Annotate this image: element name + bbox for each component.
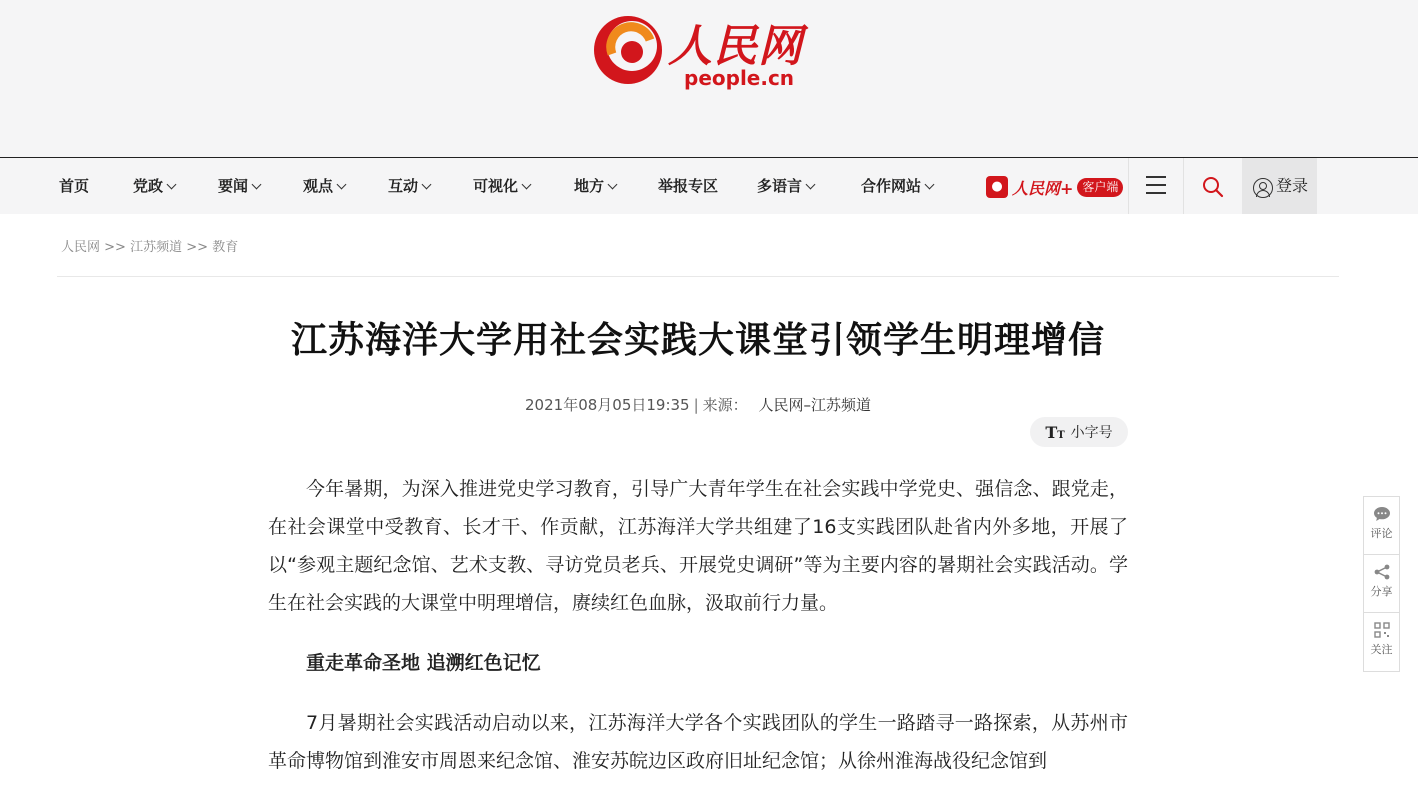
app-logo-icon: ● bbox=[986, 176, 1008, 198]
breadcrumb-link-channel[interactable]: 江苏频道 bbox=[130, 240, 183, 255]
nav-item-report[interactable]: 举报专区 bbox=[658, 177, 719, 195]
chevron-down-icon bbox=[608, 180, 618, 190]
chevron-down-icon bbox=[252, 180, 262, 190]
people-logo[interactable] bbox=[592, 10, 812, 96]
comment-icon bbox=[1373, 506, 1391, 522]
font-size-label: 小字号 bbox=[1070, 425, 1113, 441]
breadcrumb-separator: >> bbox=[186, 240, 209, 255]
nav-item-home[interactable]: 首页 bbox=[59, 177, 90, 195]
source-link[interactable]: 人民网–江苏频道 bbox=[758, 396, 871, 414]
nav-divider bbox=[1183, 158, 1184, 214]
side-toolbar bbox=[1363, 496, 1400, 672]
nav-item-party[interactable]: 党政 bbox=[133, 158, 175, 214]
font-size-toggle-button[interactable] bbox=[1030, 417, 1128, 447]
nav-divider bbox=[1128, 158, 1129, 214]
chevron-down-icon bbox=[422, 180, 432, 190]
chevron-down-icon bbox=[925, 180, 935, 190]
app-tag: 客户端 bbox=[1077, 178, 1123, 197]
font-size-icon: TT bbox=[1045, 422, 1065, 442]
divider bbox=[57, 276, 1339, 277]
article-paragraph: 7月暑期社会实践活动启动以来，江苏海洋大学各个实践团队的学生一路踏寻一路探索，从苏州市革命博物馆到淮安市周恩来纪念馆、淮安苏皖边区政府旧址纪念馆；从徐州淮海战役纪念馆到 bbox=[268, 712, 1128, 772]
chevron-down-icon bbox=[522, 180, 532, 190]
article-body bbox=[268, 470, 1128, 780]
app-download-badge[interactable] bbox=[986, 175, 1123, 199]
breadcrumb bbox=[61, 236, 238, 255]
logo-subtext: people.cn bbox=[684, 66, 795, 90]
user-icon bbox=[1253, 178, 1273, 198]
chevron-down-icon bbox=[167, 180, 177, 190]
comment-label: 评论 bbox=[1370, 527, 1393, 540]
nav-item-languages[interactable]: 多语言 bbox=[757, 158, 814, 214]
comment-button[interactable] bbox=[1364, 497, 1399, 555]
app-name: 人民网+ bbox=[1012, 178, 1074, 198]
breadcrumb-link-home[interactable]: 人民网 bbox=[61, 240, 101, 255]
article-paragraph: 今年暑期，为深入推进党史学习教育，引导广大青年学生在社会实践中学党史、强信念、跟党走，在社会课堂中受教育、长才干、作贡献，江苏海洋大学共组建了16支实践团队赴省内外多地，开展了以“参观主题纪念馆、艺术支教、寻访党员老兵、开展党史调研”等为主要内容的暑期社会实践活动。学生在社会实践的大课堂中明理增信，赓续红色血脉，汲取前行力量。 bbox=[268, 478, 1128, 614]
nav-item-visual[interactable]: 可视化 bbox=[473, 158, 530, 214]
search-icon[interactable] bbox=[1202, 176, 1224, 202]
breadcrumb-separator: >> bbox=[104, 240, 126, 255]
follow-button[interactable] bbox=[1364, 613, 1399, 671]
nav-item-partners[interactable]: 合作网站 bbox=[861, 158, 933, 214]
share-button[interactable] bbox=[1364, 555, 1399, 613]
qr-code-icon bbox=[1374, 622, 1390, 638]
publish-date: 2021年08月05日19:35 bbox=[525, 396, 690, 414]
follow-label: 关注 bbox=[1370, 643, 1393, 656]
breadcrumb-link-section[interactable]: 教育 bbox=[212, 240, 239, 255]
nav-item-headlines[interactable]: 要闻 bbox=[218, 158, 260, 214]
login-label: 登录 bbox=[1276, 176, 1309, 195]
share-label: 分享 bbox=[1370, 585, 1393, 598]
nav-item-interaction[interactable]: 互动 bbox=[388, 158, 430, 214]
logo-text: 人民网 bbox=[668, 21, 803, 72]
source-label: 来源： bbox=[702, 396, 748, 414]
nav-item-opinion[interactable]: 观点 bbox=[303, 158, 345, 214]
share-icon bbox=[1373, 564, 1391, 580]
menu-icon[interactable] bbox=[1146, 176, 1166, 194]
chevron-down-icon bbox=[337, 180, 347, 190]
nav-item-local[interactable]: 地方 bbox=[574, 158, 616, 214]
login-button[interactable] bbox=[1242, 158, 1317, 214]
article-meta: 2021年08月05日19:35 | 来源： 人民网–江苏频道 bbox=[525, 396, 871, 414]
chevron-down-icon bbox=[806, 180, 816, 190]
article-title: 江苏海洋大学用社会实践大课堂引领学生明理增信 bbox=[290, 320, 1105, 361]
article-subheading: 重走革命圣地 追溯红色记忆 bbox=[306, 652, 541, 674]
logo-swirl-icon bbox=[592, 10, 668, 86]
